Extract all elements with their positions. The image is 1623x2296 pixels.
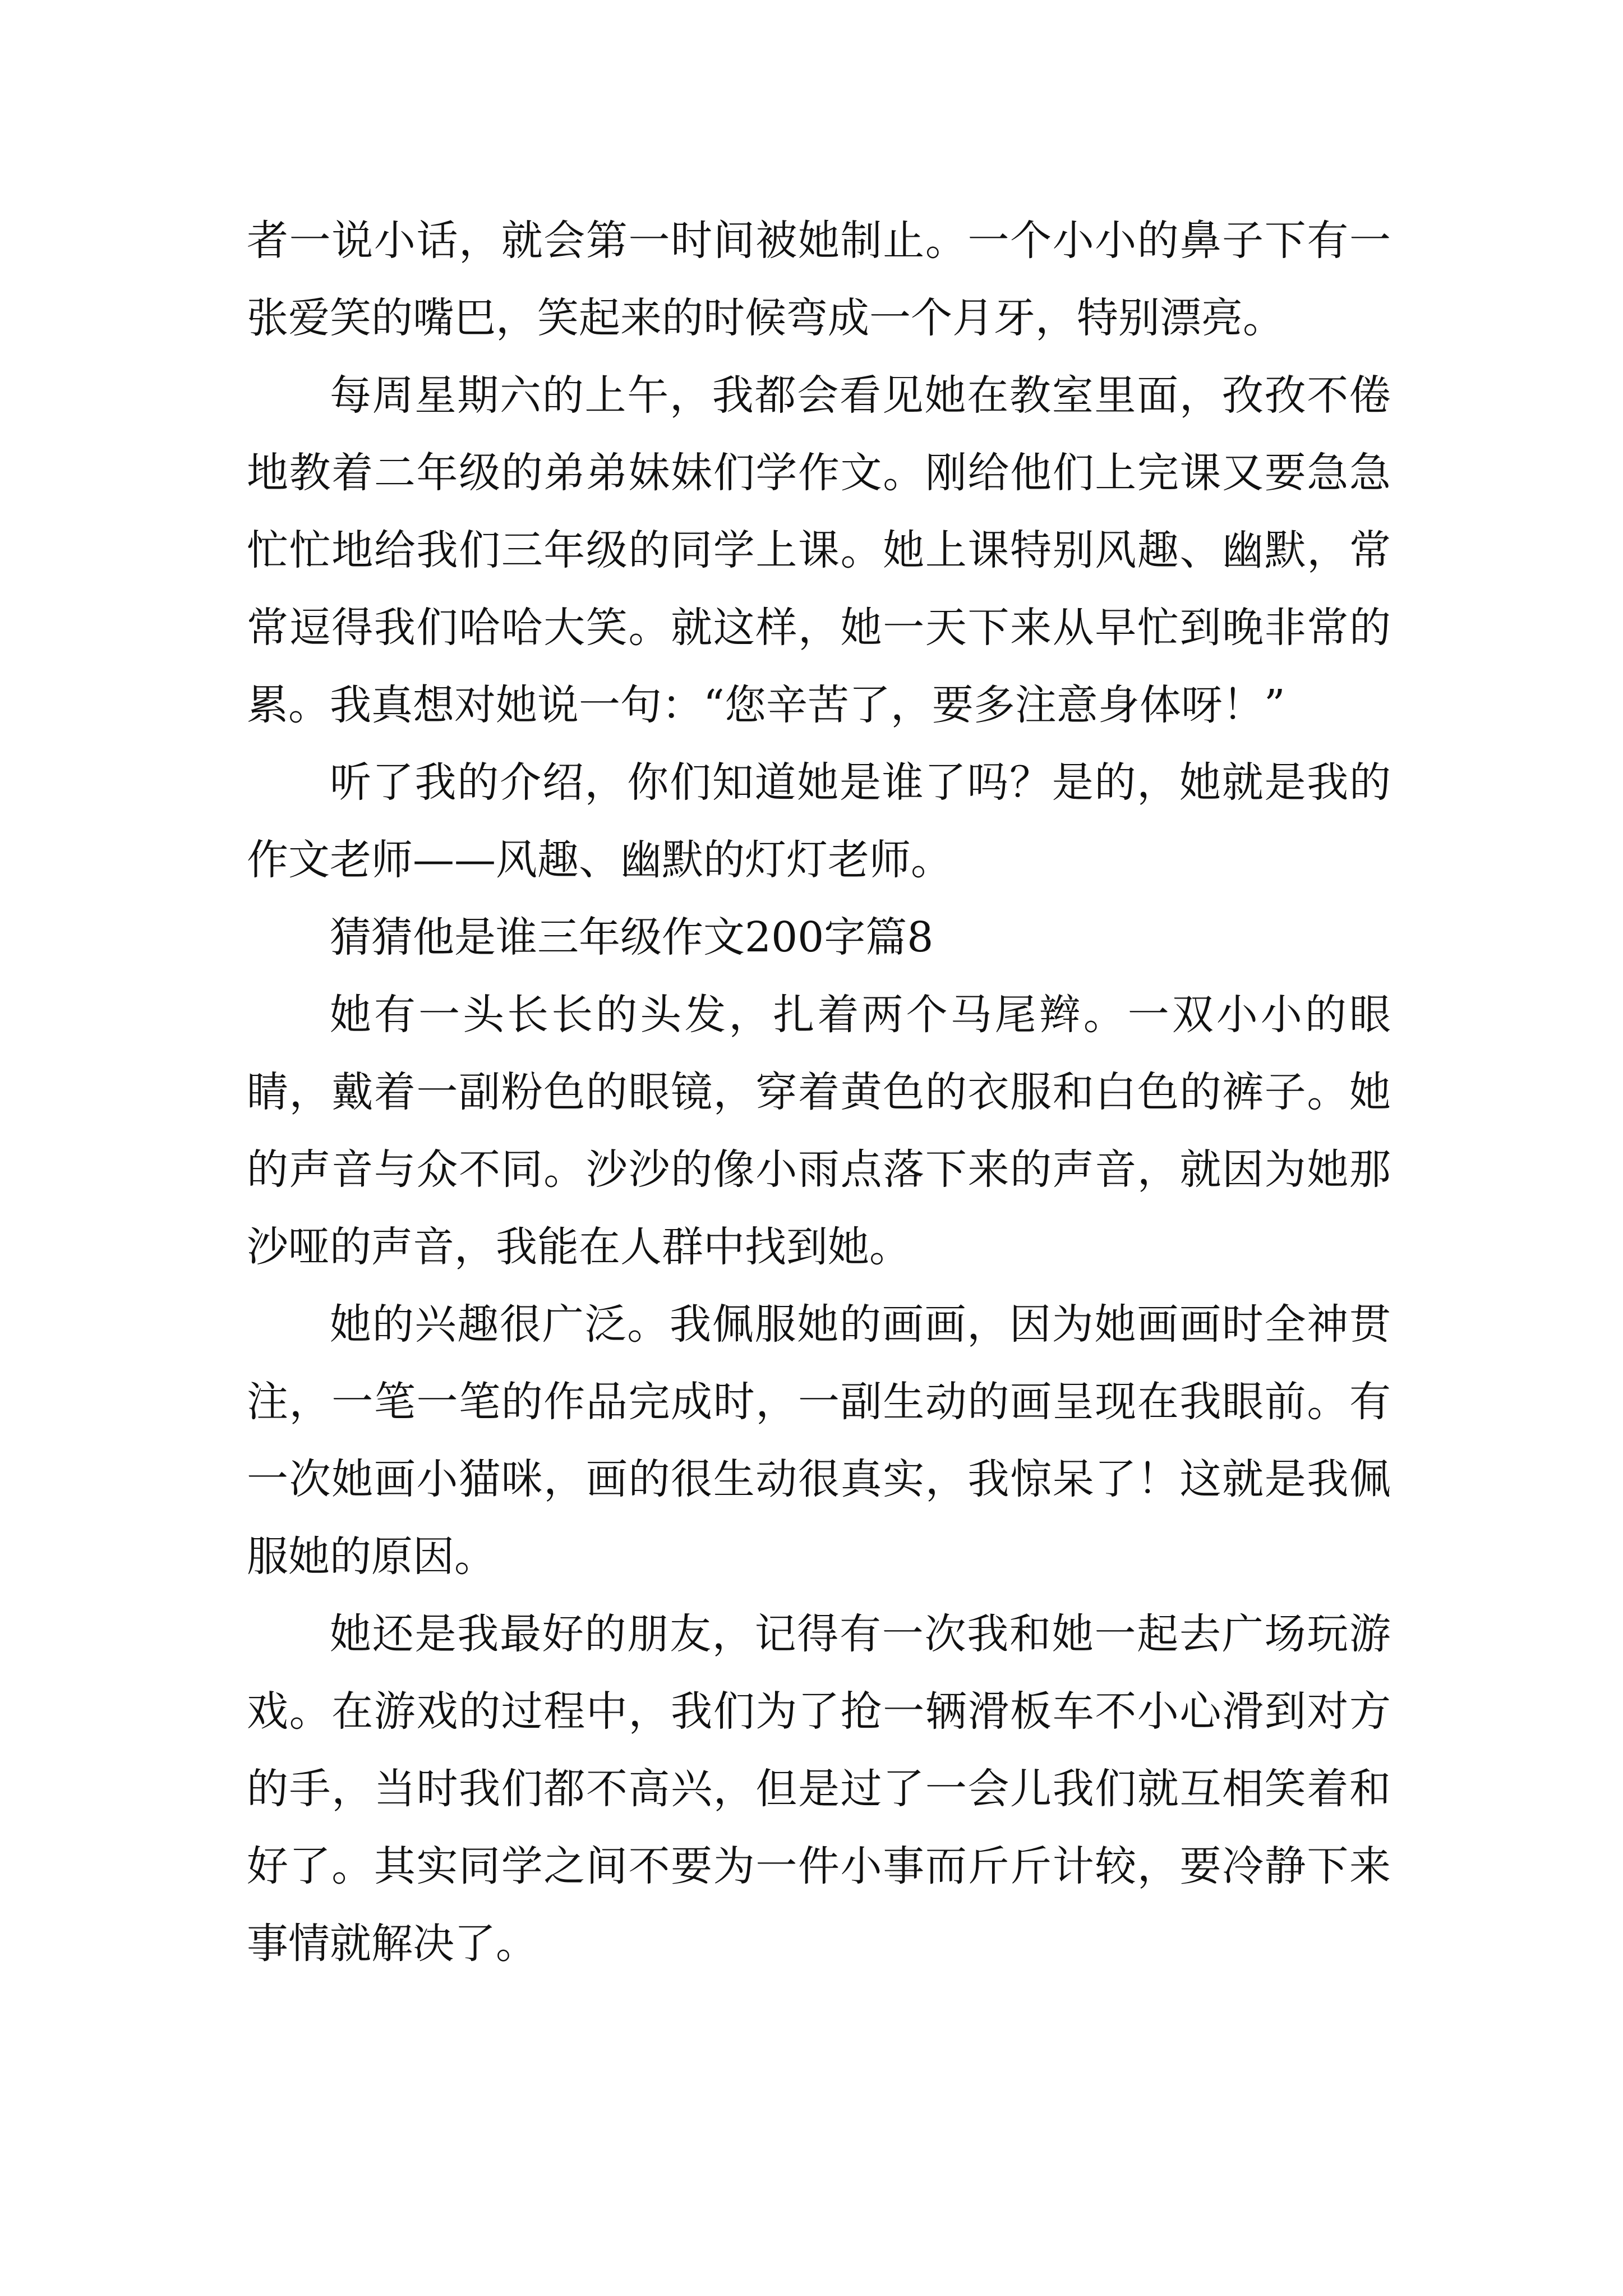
paragraph-3: 听了我的介绍，你们知道她是谁了吗？是的，她就是我的作文老师——风趣、幽默的灯灯老师。 (247, 758, 1391, 884)
paragraph-4: 她有一头长长的头发，扎着两个马尾辫。一双小小的眼睛，戴着一副粉色的眼镜，穿着黄色的衣服和白色的裤子。她的声音与众不同。沙沙的像小雨点落下来的声音，就因为她那沙哑的声音，我能在人群中找到她。 (247, 991, 1391, 1271)
paragraph-1: 者一说小话，就会第一时间被她制止。一个小小的鼻子下有一张爱笑的嘴巴，笑起来的时候弯成一个月牙，特别漂亮。 (247, 217, 1391, 342)
paragraph-6: 她还是我最好的朋友，记得有一次我和她一起去广场玩游戏。在游戏的过程中，我们为了抢一辆滑板车不小心滑到对方的手，当时我们都不高兴，但是过了一会儿我们就互相笑着和好了。其实同学之间不要为一件小事而斤斤计较，要冷静下来事情就解决了。 (247, 1610, 1391, 1968)
document-body (247, 202, 1391, 1982)
paragraph-5: 她的兴趣很广泛。我佩服她的画画，因为她画画时全神贯注，一笔一笔的作品完成时，一副生动的画呈现在我眼前。有一次她画小猫咪，画的很生动很真实，我惊呆了！这就是我佩服她的原因。 (247, 1300, 1391, 1581)
section-heading: 猜猜他是谁三年级作文200字篇8 (330, 913, 934, 961)
paragraph-2: 每周星期六的上午，我都会看见她在教室里面，孜孜不倦地教着二年级的弟弟妹妹们学作文。刚给他们上完课又要急急忙忙地给我们三年级的同学上课。她上课特别风趣、幽默，常常逗得我们哈哈大笑。就这样，她一天下来从早忙到晚非常的累。我真想对她说一句：“您辛苦了，要多注意身体呀！” (247, 371, 1391, 729)
